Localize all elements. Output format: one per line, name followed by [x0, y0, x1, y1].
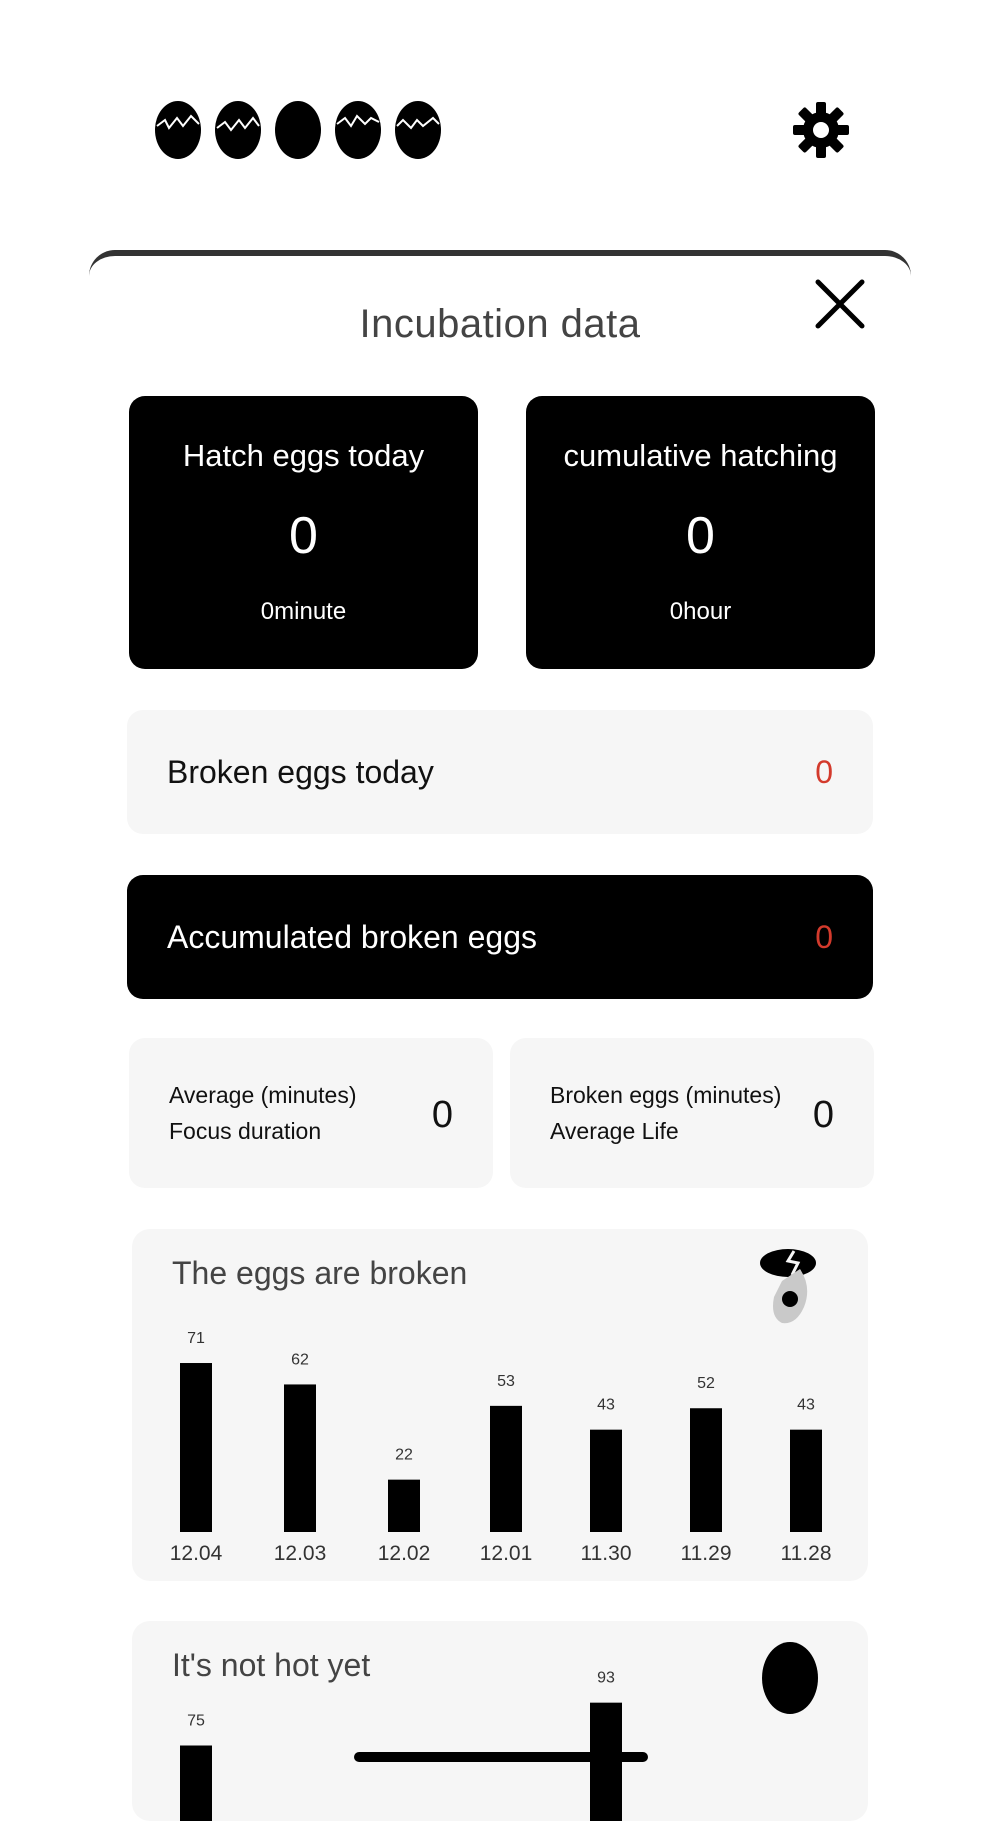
egg-icon — [273, 98, 323, 160]
x-tick-label: 12.04 — [170, 1542, 223, 1565]
bar-value-label: 62 — [291, 1351, 309, 1368]
hatch-today-value: 0 — [129, 506, 478, 566]
bar-value-label: 43 — [797, 1397, 815, 1414]
cumulative-hatching-value: 0 — [526, 506, 875, 566]
chart-bar — [180, 1363, 212, 1532]
x-tick-label: 12.03 — [274, 1542, 327, 1565]
cumulative-hatching-card — [526, 396, 875, 669]
x-tick-label: 11.30 — [581, 1542, 632, 1565]
cracked-egg-icon — [213, 98, 263, 160]
chart-bar — [490, 1406, 522, 1532]
broken-eggs-chart-card — [132, 1229, 868, 1581]
hatch-today-label: Hatch eggs today — [129, 438, 478, 474]
broken-today-value: 0 — [815, 754, 833, 791]
chart-title: It's not hot yet — [172, 1647, 370, 1684]
chart-bar — [180, 1746, 212, 1821]
avg-life-line2: Average Life — [550, 1118, 679, 1145]
bar-value-label: 22 — [395, 1447, 413, 1464]
chart-plot — [132, 1621, 868, 1821]
cracked-egg-icon — [393, 98, 443, 160]
bar-value-label: 75 — [187, 1713, 205, 1730]
top-bar — [0, 0, 1000, 240]
bar-value-label: 52 — [697, 1375, 715, 1392]
avg-focus-line1: Average (minutes) — [169, 1082, 357, 1109]
chart-bar — [590, 1430, 622, 1532]
avg-focus-value: 0 — [432, 1094, 453, 1137]
avg-focus-line2: Focus duration — [169, 1118, 321, 1145]
bar-value-label: 43 — [597, 1397, 615, 1414]
x-tick-label: 11.29 — [681, 1542, 732, 1565]
avg-life-value: 0 — [813, 1094, 834, 1137]
chart-plot — [132, 1229, 868, 1581]
avg-life-line1: Broken eggs (minutes) — [550, 1082, 781, 1109]
home-indicator[interactable] — [354, 1752, 648, 1762]
accumulated-broken-row — [127, 875, 873, 999]
cracked-egg-icon — [153, 98, 203, 160]
gear-icon[interactable] — [793, 102, 849, 158]
chart-title: The eggs are broken — [172, 1255, 467, 1292]
hatch-today-sub: 0minute — [129, 598, 478, 626]
chart-bar — [690, 1408, 722, 1532]
broken-today-row — [127, 710, 873, 834]
cracked-egg-icon — [333, 98, 383, 160]
not-hot-chart-card — [132, 1621, 868, 1821]
egg-progress-row — [153, 98, 443, 160]
avg-life-card — [510, 1038, 874, 1188]
broken-today-label: Broken eggs today — [167, 754, 434, 791]
chart-bar — [388, 1480, 420, 1532]
bar-value-label: 71 — [187, 1330, 205, 1347]
accumulated-broken-label: Accumulated broken eggs — [167, 919, 537, 956]
x-tick-label: 12.01 — [480, 1542, 533, 1565]
cumulative-hatching-sub: 0hour — [526, 598, 875, 626]
hatch-today-card — [129, 396, 478, 669]
chart-bar — [790, 1430, 822, 1532]
avg-focus-card — [129, 1038, 493, 1188]
x-tick-label: 12.02 — [378, 1542, 431, 1565]
bar-value-label: 53 — [497, 1373, 515, 1390]
sheet-title: Incubation data — [0, 302, 1000, 347]
cumulative-hatching-label: cumulative hatching — [526, 438, 875, 474]
bar-value-label: 93 — [597, 1670, 615, 1687]
chart-bar — [284, 1384, 316, 1532]
x-tick-label: 11.28 — [781, 1542, 832, 1565]
accumulated-broken-value: 0 — [815, 919, 833, 956]
